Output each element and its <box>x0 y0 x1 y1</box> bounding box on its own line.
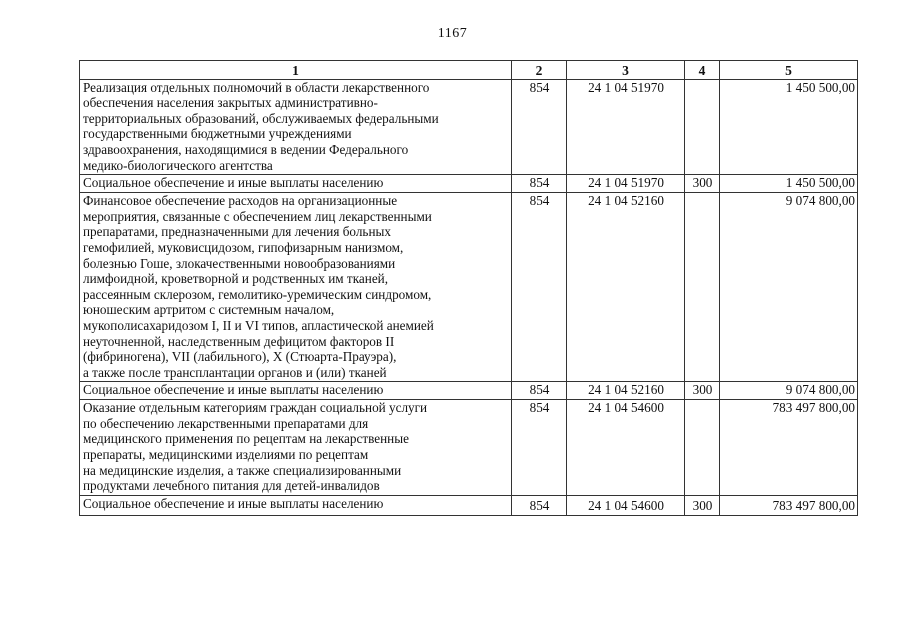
row-name: Оказание отдельным категориям граждан социальной услуги по обеспечению лекарственными препаратами для медицинского применения по рецептам на лекарственные препараты, медицинскими изделиями по рецептам на медицинские изделия, а также специализированными продуктами лечебного питания для детей-инвалидов <box>80 400 512 496</box>
row-target-code: 24 1 04 54600 <box>567 400 685 496</box>
row-gr-code: 854 <box>512 400 567 496</box>
row-expense-type <box>685 400 720 496</box>
row-expense-type: 300 <box>685 175 720 193</box>
row-expense-type: 300 <box>685 495 720 515</box>
budget-table <box>79 60 858 516</box>
row-name: Социальное обеспечение и иные выплаты населению <box>80 495 512 515</box>
row-expense-type <box>685 193 720 382</box>
table-header <box>80 61 858 80</box>
table-row <box>80 175 858 193</box>
row-gr-code: 854 <box>512 193 567 382</box>
row-gr-code: 854 <box>512 175 567 193</box>
row-name: Реализация отдельных полномочий в области лекарственного обеспечения населения закрытых административно- территориальных образований, обслуживаемых федеральными государственными бюджетными учреждениями здравоохранения, находящимися в ведении Федерального медико-биологического агентства <box>80 79 512 175</box>
header-col-4: 4 <box>685 61 720 80</box>
row-target-code: 24 1 04 52160 <box>567 193 685 382</box>
row-expense-type: 300 <box>685 382 720 400</box>
table-row <box>80 193 858 382</box>
table-row <box>80 495 858 515</box>
page-number: 1167 <box>437 26 468 41</box>
header-row <box>80 61 858 80</box>
row-target-code: 24 1 04 52160 <box>567 382 685 400</box>
row-gr-code: 854 <box>512 495 567 515</box>
row-name: Социальное обеспечение и иные выплаты населению <box>80 175 512 193</box>
row-target-code: 24 1 04 51970 <box>567 175 685 193</box>
header-col-2: 2 <box>512 61 567 80</box>
table-row <box>80 400 858 496</box>
row-amount: 1 450 500,00 <box>720 175 858 193</box>
table-row <box>80 79 858 175</box>
row-gr-code: 854 <box>512 382 567 400</box>
row-name: Социальное обеспечение и иные выплаты населению <box>80 382 512 400</box>
row-amount: 783 497 800,00 <box>720 400 858 496</box>
row-amount: 9 074 800,00 <box>720 382 858 400</box>
header-col-3: 3 <box>567 61 685 80</box>
row-amount: 1 450 500,00 <box>720 79 858 175</box>
row-expense-type <box>685 79 720 175</box>
row-target-code: 24 1 04 51970 <box>567 79 685 175</box>
row-gr-code: 854 <box>512 79 567 175</box>
header-col-1: 1 <box>80 61 512 80</box>
header-col-5: 5 <box>720 61 858 80</box>
row-amount: 9 074 800,00 <box>720 193 858 382</box>
row-target-code: 24 1 04 54600 <box>567 495 685 515</box>
table-row <box>80 382 858 400</box>
row-name: Финансовое обеспечение расходов на организационные мероприятия, связанные с обеспечением лиц лекарственными препаратами, предназначенными для лечения больных гемофилией, муковисцидозом, гипофизарным нанизмом, болезнью Гоше, злокачественными новообразованиями лимфоидной, кроветворной и родственных им тканей, рассеянным склерозом, гемолитико-уремическим синдромом, юношеским артритом с системным началом, мукополисахаридозом I, II и VI типов, апластической анемией неуточненной, наследственным дефицитом факторов II (фибриногена), VII (лабильного), X (Стюарта-Прауэра), а также после трансплантации органов и (или) тканей <box>80 193 512 382</box>
row-amount: 783 497 800,00 <box>720 495 858 515</box>
table-body <box>80 79 858 515</box>
